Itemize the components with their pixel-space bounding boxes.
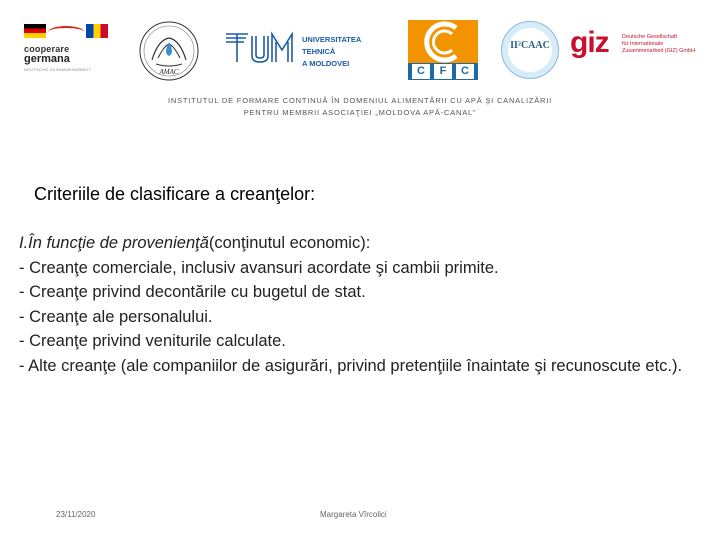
iicaac-label: II²CAAC (510, 40, 550, 51)
giz-line3: Zusammenarbeit (GIZ) GmbH (622, 48, 696, 54)
giz-logo (570, 26, 710, 68)
cfc-letter-2: F (434, 64, 452, 79)
cfc-c-mark-icon (408, 20, 478, 64)
intro-rest: (conţinutul economic): (208, 234, 371, 252)
giz-wordmark: giz (570, 26, 609, 59)
cfc-letter-1: C (412, 64, 430, 79)
wave-icon (48, 26, 84, 38)
iicaac-logo (500, 20, 560, 80)
list-item: - Creanţe privind veniturile calculate. (19, 332, 286, 350)
slide-content (19, 231, 709, 378)
cooperare-line2: germana (24, 53, 70, 65)
footer-author: Margareta Vîrcolici (320, 510, 387, 519)
list-item: - Alte creanţe (ale companiilor de asigurări, privind pretenţiile înaintate şi recunoscute etc.). (19, 356, 683, 375)
utm-mark-icon (224, 30, 298, 66)
amac-label: AMAC (159, 68, 179, 76)
cfc-letter-3: C (456, 64, 474, 79)
institute-header-line2: PENTRU MEMBRII ASOCIAŢIEI „MOLDOVA APĂ-CANAL” (243, 108, 477, 117)
amac-logo (138, 20, 200, 82)
utm-line1: UNIVERSITATEA TEHNICĂ (302, 35, 362, 56)
cfc-logo (408, 20, 478, 80)
footer-date: 23/11/2020 (56, 510, 96, 519)
cooperare-line1: cooperare (24, 44, 70, 54)
giz-line2: für Internationale (622, 41, 664, 47)
amac-emblem-icon (138, 20, 200, 82)
cooperare-tagline: DEUTSCHE ZUSAMMENARBEIT (24, 67, 92, 72)
german-flag-icon (24, 24, 46, 38)
utm-logo (224, 30, 394, 68)
slide-title: Criteriile de clasificare a creanţelor: (34, 184, 316, 204)
utm-line2: A MOLDOVEI (302, 59, 350, 68)
list-item: - Creanţe privind decontările cu bugetul de stat. (19, 283, 366, 301)
cooperare-germana-logo (18, 20, 110, 76)
intro-line (19, 231, 709, 256)
intro-italic: I.În funcţie de provenienţă (19, 234, 209, 252)
giz-line1: Deutsche Gesellschaft (622, 34, 678, 40)
list-item: - Creanţe ale personalului. (19, 307, 213, 326)
institute-header-line1: INSTITUTUL DE FORMARE CONTINUĂ ÎN DOMENIUL ALIMENTĂRII CU APĂ ŞI CANALIZĂRII (167, 96, 553, 105)
list-item: - Creanţe comerciale, inclusiv avansuri acordate şi cambii primite. (19, 258, 499, 277)
moldovan-flag-icon (86, 24, 108, 38)
